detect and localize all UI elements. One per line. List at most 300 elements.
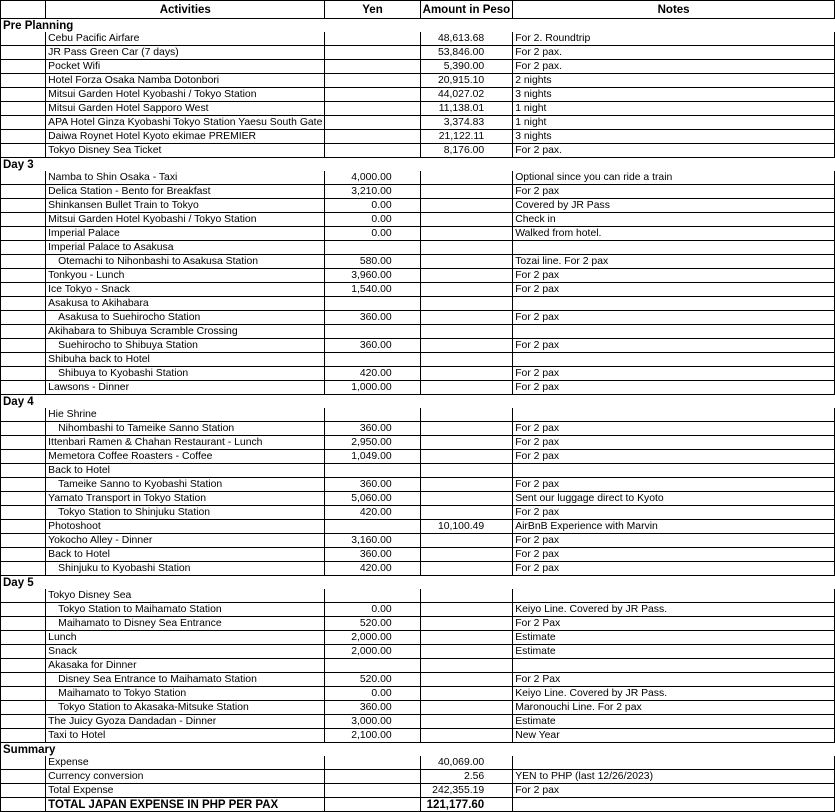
peso-cell[interactable]: 40,069.00	[420, 756, 513, 770]
yen-cell[interactable]: 580.00	[325, 255, 420, 269]
peso-cell[interactable]	[420, 548, 513, 562]
activity-cell[interactable]: Yokocho Alley - Dinner	[46, 534, 325, 548]
peso-cell[interactable]	[420, 269, 513, 283]
peso-cell[interactable]	[420, 283, 513, 297]
peso-cell[interactable]	[420, 478, 513, 492]
activity-cell[interactable]: Namba to Shin Osaka - Taxi	[46, 171, 325, 185]
yen-cell[interactable]	[325, 464, 420, 478]
empty-cell[interactable]	[420, 576, 513, 590]
notes-cell[interactable]: For 2 pax	[513, 784, 835, 798]
notes-cell[interactable]: YEN to PHP (last 12/26/2023)	[513, 770, 835, 784]
activity-cell[interactable]: Back to Hotel	[46, 548, 325, 562]
activity-cell[interactable]: Imperial Palace	[46, 227, 325, 241]
peso-cell[interactable]	[420, 199, 513, 213]
activity-cell[interactable]: Memetora Coffee Roasters - Coffee	[46, 450, 325, 464]
notes-cell[interactable]	[513, 297, 835, 311]
notes-cell[interactable]: For 2 pax	[513, 311, 835, 325]
activity-cell[interactable]: Tokyo Station to Maihamato Station	[46, 603, 325, 617]
peso-cell[interactable]	[420, 422, 513, 436]
empty-cell[interactable]	[325, 743, 420, 757]
yen-cell[interactable]: 360.00	[325, 548, 420, 562]
yen-cell[interactable]: 4,000.00	[325, 171, 420, 185]
notes-cell[interactable]: For 2 pax	[513, 339, 835, 353]
table-row	[1, 46, 835, 60]
empty-cell[interactable]	[513, 743, 835, 757]
activity-cell[interactable]: Asakusa to Akihabara	[46, 297, 325, 311]
empty-cell[interactable]	[1, 548, 46, 562]
notes-cell[interactable]: For 2 pax	[513, 450, 835, 464]
yen-cell[interactable]	[325, 408, 420, 422]
empty-cell[interactable]	[1, 784, 46, 798]
peso-cell[interactable]	[420, 241, 513, 255]
notes-cell[interactable]: AirBnB Experience with Marvin	[513, 520, 835, 534]
activity-cell[interactable]: Daiwa Roynet Hotel Kyoto ekimae PREMIER	[46, 130, 325, 144]
notes-cell[interactable]: For 2 Pax	[513, 673, 835, 687]
yen-cell[interactable]: 360.00	[325, 339, 420, 353]
notes-cell[interactable]: For 2 pax.	[513, 46, 835, 60]
empty-cell[interactable]	[1, 46, 46, 60]
section-label[interactable]: Day 5	[1, 576, 325, 590]
peso-cell[interactable]	[420, 353, 513, 367]
peso-cell[interactable]	[420, 659, 513, 673]
notes-cell[interactable]: Sent our luggage direct to Kyoto	[513, 492, 835, 506]
notes-cell[interactable]: For 2 pax	[513, 422, 835, 436]
peso-cell[interactable]: 21,122.11	[420, 130, 513, 144]
peso-cell[interactable]	[420, 185, 513, 199]
notes-cell[interactable]: For 2 pax	[513, 381, 835, 395]
yen-cell[interactable]	[325, 784, 420, 798]
notes-cell[interactable]	[513, 798, 835, 812]
notes-cell[interactable]	[513, 408, 835, 422]
empty-cell[interactable]	[1, 241, 46, 255]
table-row	[1, 367, 835, 381]
notes-cell[interactable]: For 2 pax	[513, 534, 835, 548]
yen-cell[interactable]: 2,100.00	[325, 729, 420, 743]
empty-cell[interactable]	[1, 436, 46, 450]
empty-cell[interactable]	[420, 158, 513, 172]
table-row	[1, 562, 835, 576]
empty-cell[interactable]	[1, 144, 46, 158]
activity-cell[interactable]: Tokyo Disney Sea	[46, 589, 325, 603]
empty-cell[interactable]	[1, 534, 46, 548]
yen-cell[interactable]: 0.00	[325, 199, 420, 213]
activity-cell[interactable]: Pocket Wifi	[46, 60, 325, 74]
activity-cell[interactable]: Imperial Palace to Asakusa	[46, 241, 325, 255]
peso-cell[interactable]: 2.56	[420, 770, 513, 784]
activity-cell[interactable]: Mitsui Garden Hotel Kyobashi / Tokyo Station	[46, 213, 325, 227]
empty-cell[interactable]	[325, 158, 420, 172]
peso-cell[interactable]	[420, 464, 513, 478]
notes-cell[interactable]	[513, 464, 835, 478]
activity-cell[interactable]: Photoshoot	[46, 520, 325, 534]
notes-cell[interactable]: For 2 pax	[513, 185, 835, 199]
notes-cell[interactable]: 3 nights	[513, 130, 835, 144]
activity-cell[interactable]: Hotel Forza Osaka Namba Dotonbori	[46, 74, 325, 88]
activity-cell[interactable]: Hie Shrine	[46, 408, 325, 422]
empty-cell[interactable]	[1, 603, 46, 617]
activity-cell[interactable]: Tameike Sanno to Kyobashi Station	[46, 478, 325, 492]
notes-cell[interactable]: For 2 pax	[513, 283, 835, 297]
empty-cell[interactable]	[1, 102, 46, 116]
activity-cell[interactable]: Ice Tokyo - Snack	[46, 283, 325, 297]
table-row	[1, 464, 835, 478]
empty-cell[interactable]	[1, 325, 46, 339]
empty-cell[interactable]	[420, 395, 513, 409]
empty-cell[interactable]	[1, 562, 46, 576]
header-yen[interactable]: Yen	[325, 1, 420, 19]
empty-cell[interactable]	[420, 743, 513, 757]
table-row	[1, 185, 835, 199]
peso-cell[interactable]: 10,100.49	[420, 520, 513, 534]
yen-cell[interactable]: 3,160.00	[325, 534, 420, 548]
peso-cell[interactable]	[420, 589, 513, 603]
yen-cell[interactable]	[325, 798, 420, 812]
notes-cell[interactable]: For 2 pax	[513, 506, 835, 520]
section-label[interactable]: Day 4	[1, 395, 325, 409]
yen-cell[interactable]	[325, 102, 420, 116]
activity-cell[interactable]: Maihamato to Tokyo Station	[46, 687, 325, 701]
peso-cell[interactable]	[420, 227, 513, 241]
peso-cell[interactable]	[420, 534, 513, 548]
peso-cell[interactable]	[420, 617, 513, 631]
activity-cell[interactable]: Akihabara to Shibuya Scramble Crossing	[46, 325, 325, 339]
yen-cell[interactable]	[325, 46, 420, 60]
yen-cell[interactable]: 420.00	[325, 506, 420, 520]
sheet-body	[1, 1, 835, 812]
notes-cell[interactable]: For 2 pax.	[513, 144, 835, 158]
activity-cell[interactable]: Nihombashi to Tameike Sanno Station	[46, 422, 325, 436]
notes-cell[interactable]: Covered by JR Pass	[513, 199, 835, 213]
activity-cell[interactable]: Currency conversion	[46, 770, 325, 784]
peso-cell[interactable]: 3,374.83	[420, 116, 513, 130]
empty-cell[interactable]	[1, 185, 46, 199]
table-row	[1, 534, 835, 548]
yen-cell[interactable]	[325, 144, 420, 158]
empty-cell[interactable]	[1, 589, 46, 603]
notes-cell[interactable]: Check in	[513, 213, 835, 227]
yen-cell[interactable]: 3,960.00	[325, 269, 420, 283]
activity-cell[interactable]: Tokyo Disney Sea Ticket	[46, 144, 325, 158]
empty-cell[interactable]	[1, 283, 46, 297]
table-row	[1, 227, 835, 241]
notes-cell[interactable]: Keiyo Line. Covered by JR Pass.	[513, 687, 835, 701]
notes-cell[interactable]: Estimate	[513, 631, 835, 645]
notes-cell[interactable]	[513, 241, 835, 255]
notes-cell[interactable]: For 2 pax	[513, 548, 835, 562]
table-row	[1, 32, 835, 46]
peso-cell[interactable]: 53,846.00	[420, 46, 513, 60]
empty-cell[interactable]	[1, 701, 46, 715]
peso-cell[interactable]	[420, 506, 513, 520]
yen-cell[interactable]	[325, 297, 420, 311]
peso-cell[interactable]	[420, 603, 513, 617]
empty-cell[interactable]	[513, 158, 835, 172]
peso-cell[interactable]	[420, 715, 513, 729]
notes-cell[interactable]: For 2 pax	[513, 478, 835, 492]
notes-cell[interactable]: For 2 pax	[513, 436, 835, 450]
peso-cell[interactable]	[420, 645, 513, 659]
peso-cell[interactable]	[420, 171, 513, 185]
activity-cell[interactable]: Tonkyou - Lunch	[46, 269, 325, 283]
activity-cell[interactable]: Shibuya to Kyobashi Station	[46, 367, 325, 381]
notes-cell[interactable]	[513, 353, 835, 367]
peso-cell[interactable]	[420, 339, 513, 353]
section-row	[1, 576, 835, 590]
yen-cell[interactable]: 1,049.00	[325, 450, 420, 464]
empty-cell[interactable]	[1, 339, 46, 353]
notes-cell[interactable]	[513, 325, 835, 339]
header-activities[interactable]: Activities	[46, 1, 325, 19]
activity-cell[interactable]: Disney Sea Entrance to Maihamato Station	[46, 673, 325, 687]
empty-cell[interactable]	[325, 576, 420, 590]
yen-cell[interactable]: 360.00	[325, 422, 420, 436]
empty-cell[interactable]	[1, 297, 46, 311]
peso-cell[interactable]	[420, 450, 513, 464]
empty-cell[interactable]	[1, 116, 46, 130]
activity-cell[interactable]: Back to Hotel	[46, 464, 325, 478]
activity-cell[interactable]: Mitsui Garden Hotel Kyobashi / Tokyo Station	[46, 88, 325, 102]
empty-cell[interactable]	[513, 19, 835, 33]
empty-cell[interactable]	[1, 492, 46, 506]
empty-cell[interactable]	[1, 88, 46, 102]
empty-cell[interactable]	[1, 450, 46, 464]
section-row	[1, 395, 835, 409]
yen-cell[interactable]: 360.00	[325, 311, 420, 325]
peso-cell[interactable]: 48,613.68	[420, 32, 513, 46]
activity-cell[interactable]: Shinjuku to Kyobashi Station	[46, 562, 325, 576]
activity-cell[interactable]: Lawsons - Dinner	[46, 381, 325, 395]
activity-cell[interactable]: Expense	[46, 756, 325, 770]
yen-cell[interactable]	[325, 88, 420, 102]
activity-cell[interactable]: Yamato Transport in Tokyo Station	[46, 492, 325, 506]
peso-cell[interactable]	[420, 311, 513, 325]
peso-cell[interactable]	[420, 562, 513, 576]
activity-cell[interactable]: Suehirocho to Shibuya Station	[46, 339, 325, 353]
activity-cell[interactable]: JR Pass Green Car (7 days)	[46, 46, 325, 60]
section-label[interactable]: Pre Planning	[1, 19, 325, 33]
empty-cell[interactable]	[420, 19, 513, 33]
yen-cell[interactable]	[325, 60, 420, 74]
peso-cell[interactable]	[420, 729, 513, 743]
peso-cell[interactable]: 11,138.01	[420, 102, 513, 116]
yen-cell[interactable]	[325, 770, 420, 784]
notes-cell[interactable]: For 2 pax	[513, 562, 835, 576]
empty-cell[interactable]	[1, 687, 46, 701]
table-row	[1, 715, 835, 729]
activity-cell[interactable]: Akasaka for Dinner	[46, 659, 325, 673]
empty-cell[interactable]	[1, 408, 46, 422]
empty-cell[interactable]	[1, 645, 46, 659]
peso-cell[interactable]	[420, 381, 513, 395]
table-row	[1, 353, 835, 367]
yen-cell[interactable]	[325, 74, 420, 88]
notes-cell[interactable]: For 2 Pax	[513, 617, 835, 631]
notes-cell[interactable]	[513, 659, 835, 673]
notes-cell[interactable]: 1 night	[513, 116, 835, 130]
empty-cell[interactable]	[1, 269, 46, 283]
peso-cell[interactable]: 44,027.02	[420, 88, 513, 102]
notes-cell[interactable]: Keiyo Line. Covered by JR Pass.	[513, 603, 835, 617]
activity-cell[interactable]: APA Hotel Ginza Kyobashi Tokyo Station Yaesu South Gate	[46, 116, 325, 130]
table-row	[1, 673, 835, 687]
yen-cell[interactable]: 2,000.00	[325, 645, 420, 659]
empty-cell[interactable]	[1, 213, 46, 227]
activity-cell[interactable]: The Juicy Gyoza Dandadan - Dinner	[46, 715, 325, 729]
yen-cell[interactable]	[325, 659, 420, 673]
yen-cell[interactable]: 2,950.00	[325, 436, 420, 450]
notes-cell[interactable]: Maronouchi Line. For 2 pax	[513, 701, 835, 715]
empty-cell[interactable]	[1, 353, 46, 367]
activity-cell[interactable]: Ittenbari Ramen & Chahan Restaurant - Lunch	[46, 436, 325, 450]
peso-cell[interactable]	[420, 325, 513, 339]
peso-cell[interactable]	[420, 701, 513, 715]
activity-cell[interactable]: Asakusa to Suehirocho Station	[46, 311, 325, 325]
yen-cell[interactable]	[325, 520, 420, 534]
peso-cell[interactable]	[420, 213, 513, 227]
peso-cell[interactable]: 121,177.60	[420, 798, 513, 812]
empty-cell[interactable]	[325, 395, 420, 409]
yen-cell[interactable]	[325, 325, 420, 339]
yen-cell[interactable]: 2,000.00	[325, 631, 420, 645]
notes-cell[interactable]: 3 nights	[513, 88, 835, 102]
empty-cell[interactable]	[1, 659, 46, 673]
activity-cell[interactable]: Maihamato to Disney Sea Entrance	[46, 617, 325, 631]
notes-cell[interactable]: Estimate	[513, 645, 835, 659]
yen-cell[interactable]	[325, 241, 420, 255]
empty-cell[interactable]	[1, 729, 46, 743]
notes-cell[interactable]: For 2. Roundtrip	[513, 32, 835, 46]
activity-cell[interactable]: Tokyo Station to Akasaka-Mitsuke Station	[46, 701, 325, 715]
empty-cell[interactable]	[1, 520, 46, 534]
empty-cell[interactable]	[1, 478, 46, 492]
table-row	[1, 492, 835, 506]
activity-cell[interactable]: Otemachi to Nihonbashi to Asakusa Station	[46, 255, 325, 269]
peso-cell[interactable]	[420, 255, 513, 269]
yen-cell[interactable]	[325, 353, 420, 367]
activity-cell[interactable]: TOTAL JAPAN EXPENSE IN PHP PER PAX	[46, 798, 325, 812]
notes-cell[interactable]: For 2 pax.	[513, 60, 835, 74]
table-row	[1, 548, 835, 562]
peso-cell[interactable]	[420, 673, 513, 687]
yen-cell[interactable]: 0.00	[325, 603, 420, 617]
peso-cell[interactable]	[420, 492, 513, 506]
notes-cell[interactable]: Estimate	[513, 715, 835, 729]
notes-cell[interactable]: Walked from hotel.	[513, 227, 835, 241]
peso-cell[interactable]	[420, 367, 513, 381]
yen-cell[interactable]	[325, 116, 420, 130]
empty-cell[interactable]	[1, 227, 46, 241]
activity-cell[interactable]: Mitsui Garden Hotel Sapporo West	[46, 102, 325, 116]
empty-cell[interactable]	[1, 673, 46, 687]
yen-cell[interactable]: 520.00	[325, 617, 420, 631]
peso-cell[interactable]	[420, 631, 513, 645]
empty-cell[interactable]	[1, 506, 46, 520]
notes-cell[interactable]: For 2 pax	[513, 269, 835, 283]
section-label[interactable]: Day 3	[1, 158, 325, 172]
section-label[interactable]: Summary	[1, 743, 325, 757]
empty-cell[interactable]	[1, 255, 46, 269]
peso-cell[interactable]	[420, 408, 513, 422]
empty-cell[interactable]	[513, 576, 835, 590]
empty-cell[interactable]	[1, 715, 46, 729]
empty-cell[interactable]	[1, 631, 46, 645]
yen-cell[interactable]: 1,000.00	[325, 381, 420, 395]
yen-cell[interactable]	[325, 130, 420, 144]
empty-cell[interactable]	[1, 130, 46, 144]
empty-cell[interactable]	[1, 60, 46, 74]
activity-cell[interactable]: Total Expense	[46, 784, 325, 798]
yen-cell[interactable]: 360.00	[325, 701, 420, 715]
empty-cell[interactable]	[1, 381, 46, 395]
empty-cell[interactable]	[1, 367, 46, 381]
notes-cell[interactable]: 1 night	[513, 102, 835, 116]
table-row	[1, 325, 835, 339]
yen-cell[interactable]: 520.00	[325, 673, 420, 687]
empty-cell[interactable]	[1, 422, 46, 436]
yen-cell[interactable]: 0.00	[325, 687, 420, 701]
empty-cell[interactable]	[513, 395, 835, 409]
yen-cell[interactable]: 420.00	[325, 562, 420, 576]
notes-cell[interactable]	[513, 589, 835, 603]
notes-cell[interactable]: Optional since you can ride a train	[513, 171, 835, 185]
empty-cell[interactable]	[325, 19, 420, 33]
activity-cell[interactable]: Lunch	[46, 631, 325, 645]
peso-cell[interactable]: 20,915.10	[420, 74, 513, 88]
yen-cell[interactable]: 0.00	[325, 227, 420, 241]
yen-cell[interactable]	[325, 589, 420, 603]
activity-cell[interactable]: Taxi to Hotel	[46, 729, 325, 743]
yen-cell[interactable]: 5,060.00	[325, 492, 420, 506]
peso-cell[interactable]	[420, 436, 513, 450]
empty-cell[interactable]	[1, 32, 46, 46]
empty-cell[interactable]	[1, 74, 46, 88]
notes-cell[interactable]: Tozai line. For 2 pax	[513, 255, 835, 269]
yen-cell[interactable]: 420.00	[325, 367, 420, 381]
yen-cell[interactable]: 1,540.00	[325, 283, 420, 297]
empty-cell[interactable]	[1, 798, 46, 812]
activity-cell[interactable]: Shibuha back to Hotel	[46, 353, 325, 367]
activity-cell[interactable]: Shinkansen Bullet Train to Tokyo	[46, 199, 325, 213]
yen-cell[interactable]: 3,000.00	[325, 715, 420, 729]
activity-cell[interactable]: Snack	[46, 645, 325, 659]
notes-cell[interactable]: For 2 pax	[513, 367, 835, 381]
yen-cell[interactable]	[325, 32, 420, 46]
peso-cell[interactable]: 242,355.19	[420, 784, 513, 798]
header-amount-in-peso[interactable]: Amount in Peso	[420, 1, 513, 19]
empty-cell[interactable]	[1, 617, 46, 631]
yen-cell[interactable]: 360.00	[325, 478, 420, 492]
activity-cell[interactable]: Cebu Pacific Airfare	[46, 32, 325, 46]
peso-cell[interactable]: 5,390.00	[420, 60, 513, 74]
empty-cell[interactable]	[1, 171, 46, 185]
empty-cell[interactable]	[1, 199, 46, 213]
empty-cell[interactable]	[1, 464, 46, 478]
header-notes[interactable]: Notes	[513, 1, 835, 19]
empty-cell[interactable]	[1, 770, 46, 784]
notes-cell[interactable]: New Year	[513, 729, 835, 743]
peso-cell[interactable]	[420, 687, 513, 701]
peso-cell[interactable]	[420, 297, 513, 311]
notes-cell[interactable]: 2 nights	[513, 74, 835, 88]
header-corner[interactable]	[1, 1, 46, 19]
activity-cell[interactable]: Delica Station - Bento for Breakfast	[46, 185, 325, 199]
table-row	[1, 88, 835, 102]
yen-cell[interactable]: 0.00	[325, 213, 420, 227]
empty-cell[interactable]	[1, 311, 46, 325]
activity-cell[interactable]: Tokyo Station to Shinjuku Station	[46, 506, 325, 520]
peso-cell[interactable]: 8,176.00	[420, 144, 513, 158]
yen-cell[interactable]: 3,210.00	[325, 185, 420, 199]
